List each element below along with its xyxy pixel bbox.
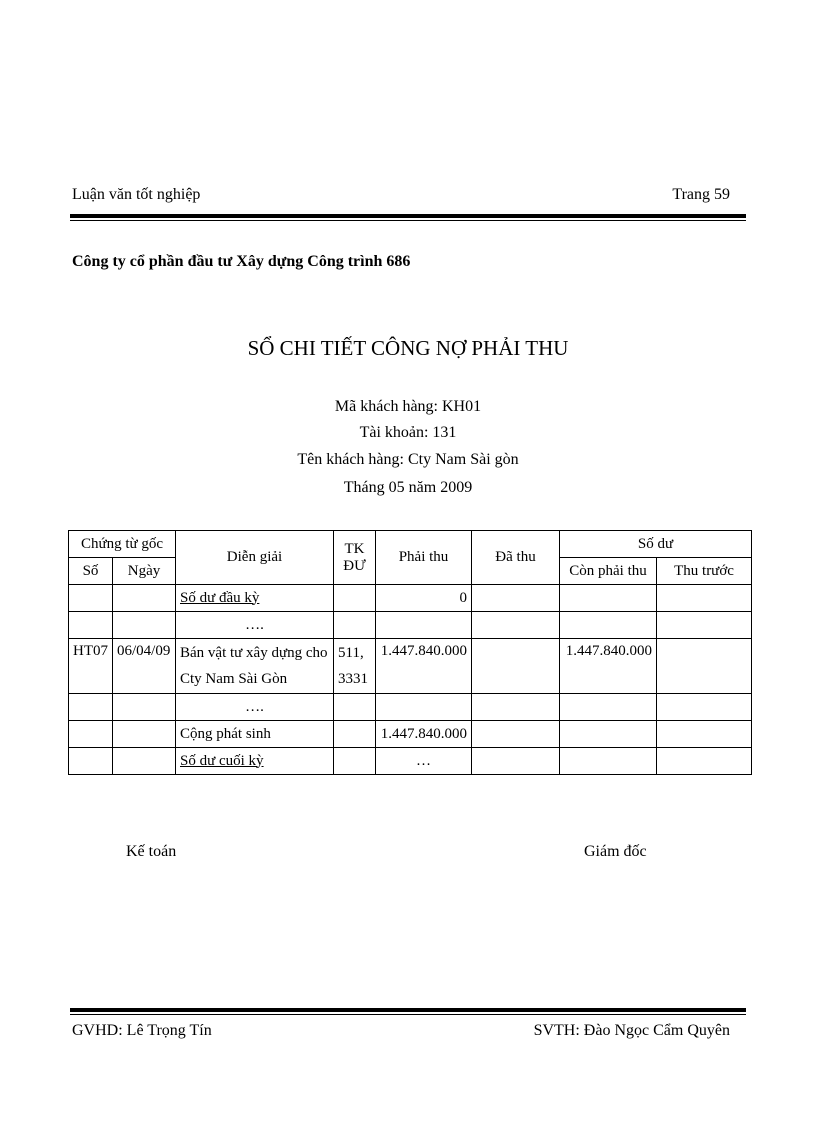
cell-receivable	[376, 612, 472, 639]
cell-received	[472, 748, 560, 775]
cell-date	[113, 748, 176, 775]
period: Tháng 05 năm 2009	[343, 479, 473, 496]
cell-receivable: 0	[376, 585, 472, 612]
cell-description: Số dư cuối kỳ	[176, 748, 334, 775]
cell-account-line1: 511,	[338, 645, 364, 661]
col-received: Đã thu	[472, 531, 560, 585]
col-prepaid: Thu trước	[657, 558, 752, 585]
page-number: Trang 59	[672, 186, 730, 203]
cell-number: HT07	[69, 639, 113, 694]
cell-remaining	[560, 694, 657, 721]
footer-student: SVTH: Đào Ngọc Cẩm Quyên	[533, 1022, 730, 1039]
cell-number	[69, 721, 113, 748]
cell-number	[69, 694, 113, 721]
cell-received	[472, 694, 560, 721]
col-account-line2: ĐƯ	[343, 557, 366, 574]
cell-date: 06/04/09	[113, 639, 176, 694]
cell-number	[69, 748, 113, 775]
cell-received	[472, 585, 560, 612]
col-date: Ngày	[113, 558, 176, 585]
cell-receivable: 1.447.840.000	[376, 639, 472, 694]
customer-name: Tên khách hàng: Cty Nam Sài gòn	[297, 451, 519, 468]
signature-director: Giám đốc	[584, 843, 647, 860]
cell-date	[113, 721, 176, 748]
table-row	[69, 748, 752, 775]
footer-rule-thin	[70, 1014, 746, 1015]
footer-rule-thick	[70, 1008, 746, 1012]
cell-remaining	[560, 748, 657, 775]
cell-remaining: 1.447.840.000	[560, 639, 657, 694]
cell-description	[176, 639, 334, 694]
customer-code: Mã khách hàng: KH01	[334, 398, 482, 415]
header-row-1	[69, 531, 752, 558]
cell-prepaid	[657, 612, 752, 639]
cell-prepaid	[657, 748, 752, 775]
cell-account	[334, 721, 376, 748]
table-row	[69, 639, 752, 694]
cell-account	[334, 639, 376, 694]
cell-description-line2: Cty Nam Sài Gòn	[180, 671, 288, 687]
signature-accountant: Kế toán	[126, 843, 177, 860]
header-left-text: Luận văn tốt nghiệp	[72, 186, 201, 203]
cell-description: ….	[176, 612, 334, 639]
header-rule-thin	[70, 220, 746, 221]
col-balance: Số dư	[560, 531, 752, 558]
cell-received	[472, 612, 560, 639]
cell-account-line2: 3331	[338, 671, 368, 687]
footer-supervisor: GVHD: Lê Trọng Tín	[72, 1022, 212, 1039]
cell-prepaid	[657, 585, 752, 612]
cell-receivable: 1.447.840.000	[376, 721, 472, 748]
cell-received	[472, 639, 560, 694]
cell-account	[334, 612, 376, 639]
cell-date	[113, 612, 176, 639]
table-row	[69, 612, 752, 639]
col-remaining: Còn phải thu	[560, 558, 657, 585]
cell-account	[334, 748, 376, 775]
document-title: SỔ CHI TIẾT CÔNG NỢ PHẢI THU	[247, 336, 569, 360]
table-row	[69, 721, 752, 748]
cell-receivable: …	[376, 748, 472, 775]
col-number: Số	[69, 558, 113, 585]
cell-account	[334, 694, 376, 721]
cell-account	[334, 585, 376, 612]
cell-prepaid	[657, 639, 752, 694]
col-voucher: Chứng từ gốc	[69, 531, 176, 558]
col-account-line1: TK	[344, 540, 365, 557]
cell-description: ….	[176, 694, 334, 721]
cell-received	[472, 721, 560, 748]
cell-description-line1: Bán vật tư xây dựng cho	[180, 645, 328, 661]
cell-remaining	[560, 721, 657, 748]
cell-remaining	[560, 612, 657, 639]
table-row	[69, 694, 752, 721]
company-name: Công ty cổ phần đầu tư Xây dựng Công trình 686	[72, 253, 411, 270]
cell-number	[69, 612, 113, 639]
col-description: Diễn giải	[176, 531, 334, 585]
cell-remaining	[560, 585, 657, 612]
header-rule-thick	[70, 214, 746, 218]
cell-description: Số dư đầu kỳ	[176, 585, 334, 612]
cell-number	[69, 585, 113, 612]
cell-prepaid	[657, 694, 752, 721]
cell-prepaid	[657, 721, 752, 748]
cell-receivable	[376, 694, 472, 721]
table-row	[69, 585, 752, 612]
cell-date	[113, 585, 176, 612]
cell-date	[113, 694, 176, 721]
ledger-table	[68, 530, 752, 775]
col-receivable: Phải thu	[376, 531, 472, 585]
cell-description: Cộng phát sinh	[176, 721, 334, 748]
col-account	[334, 531, 376, 585]
account-number: Tài khoản: 131	[359, 424, 457, 441]
